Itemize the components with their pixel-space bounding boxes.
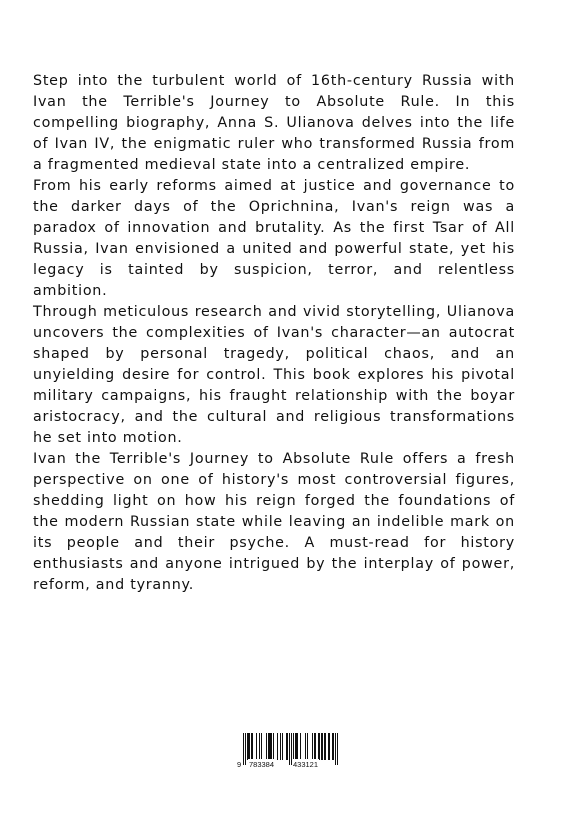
barcode-bar — [307, 733, 308, 760]
barcode-bar — [295, 733, 298, 760]
barcode-bar — [305, 733, 306, 760]
barcode-bar — [332, 733, 334, 760]
barcode-bar — [247, 733, 250, 760]
blurb-paragraph-3: Through meticulous research and vivid storytelling, Ulianova uncovers the complexities of Ivan's character—an autocrat shaped by personal tragedy, political chaos, and an unyielding desire for control. This book explores his pivotal military campaigns, his fraught relationship with the boyar aristocracy, and the cultural and religious transformations he set into motion. — [33, 304, 515, 446]
blurb-paragraph-1: Step into the turbulent world of 16th-century Russia with Ivan the Terrible's Journey to Absolute Rule. In this compelling biography, Anna S. Ulianova delves into the life of Ivan IV, the enigmatic ruler who transformed Russia from a fragmented medieval state into a centralized empire. — [33, 73, 515, 173]
barcode-digits — [236, 759, 340, 771]
barcode-bar — [256, 733, 257, 760]
barcode-bar — [300, 733, 301, 760]
barcode-bar — [266, 733, 267, 760]
barcode-bar — [293, 733, 294, 760]
back-cover-blurb — [33, 71, 515, 596]
barcode-bar — [282, 733, 283, 760]
barcode-bar — [259, 733, 260, 760]
barcode-right-group: 433121 — [293, 760, 319, 769]
barcode-bar — [277, 733, 278, 760]
barcode-bar — [321, 733, 323, 760]
barcode-bar — [273, 733, 274, 760]
barcode-left-group: 783384 — [249, 760, 275, 769]
barcode-bar — [268, 733, 272, 760]
blurb-paragraph-4: Ivan the Terrible's Journey to Absolute Rule offers a fresh perspective on one of history's most controversial figures, shedding light on how his reign forged the foundations of the modern Russian state while leaving an indelible mark on its people and their psyche. A must-read for history enthusiasts and anyone intrigued by the interplay of power, reform, and tyranny. — [33, 451, 515, 593]
barcode-bar — [251, 733, 253, 760]
isbn-barcode — [236, 733, 340, 771]
blurb-paragraph-2: From his early reforms aimed at justice and governance to the darker days of the Oprichnina, Ivan's reign was a paradox of innovation and brutality. As the first Tsar of All Russia, Ivan envisioned a united and powerful state, yet his legacy is tainted by suspicion, terror, and relentless ambition. — [33, 178, 515, 299]
barcode-bar — [286, 733, 288, 760]
barcode-lead-digit: 9 — [237, 760, 242, 769]
barcode-bar — [280, 733, 281, 760]
barcode-bar — [328, 733, 330, 760]
barcode-bar — [318, 733, 320, 760]
barcode-bar — [314, 733, 316, 760]
barcode-bar — [324, 733, 326, 760]
barcode-bar — [261, 733, 262, 760]
barcode-bar — [312, 733, 313, 760]
